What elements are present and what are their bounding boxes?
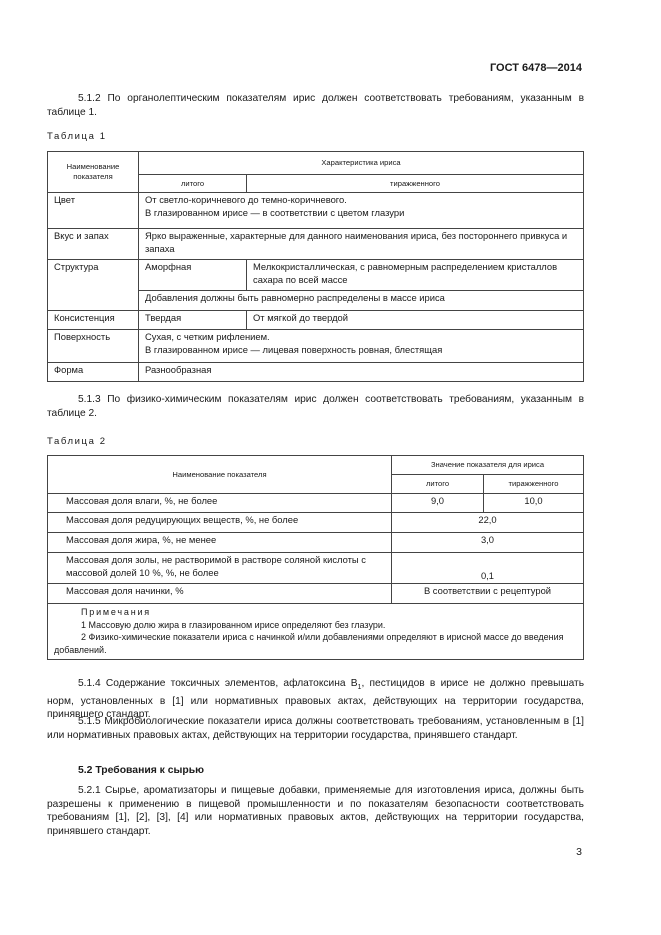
table1-row-label: Поверхность xyxy=(48,330,139,363)
paragraph-5-2-1: 5.2.1 Сырье, ароматизаторы и пищевые добавки, применяемые для изготовления ириса, должны быть разрешены к применению в пищевой промышленности и по показателям безопасности соответствовать требованиям [1], [2], [3], [4] или нормативных правовых актов, действующих на территории государства, принявшего стандарт. xyxy=(47,785,584,837)
paragraph-5-1-4-end: , пестицидов в ирисе не должно превышать норм, установленных в [1] или нормативных правовых актах, действующих на территории государства, принявшего стандарт. xyxy=(47,678,584,721)
table1-row-value: Ярко выраженные, характерные для данного наименования ириса, без постороннего привкуса и запаха xyxy=(139,229,584,260)
section-heading-5-2: 5.2 Требования к сырью xyxy=(78,765,205,776)
table2-header-cast: литого xyxy=(392,475,484,494)
table2-row-value: 22,0 xyxy=(392,513,584,533)
table1-caption-number: 1 xyxy=(99,131,105,142)
page-number: 3 xyxy=(576,846,582,858)
table1-caption xyxy=(47,131,105,142)
table2-row-label: Массовая доля жира, %, не менее xyxy=(48,533,392,553)
paragraph-5-1-4-subscript: 1 xyxy=(357,684,362,692)
paragraph-5-1-4-start: 5.1.4 Содержание токсичных элементов, афлатоксина B xyxy=(78,678,358,689)
table2-row-label: Массовая доля начинки, % xyxy=(48,584,392,604)
table2-row-value: 0,1 xyxy=(392,553,584,584)
table2-moisture-stretched: 10,0 xyxy=(484,494,584,513)
table1-row-label: Вкус и запах xyxy=(48,229,139,260)
table1-color-line1: От светло-коричневого до темно-коричневого. xyxy=(145,194,347,205)
table2-row-value: В соответствии с рецептурой xyxy=(392,584,584,604)
paragraph-5-1-5: 5.1.5 Микробиологические показатели ириса должны соответствовать требованиям, установленным в [1] или нормативных правовых актах, действующих на территории государства, принявшего стандарт. xyxy=(47,716,584,741)
table2-row-label: Массовая доля влаги, %, не более xyxy=(48,494,392,513)
table2-caption xyxy=(47,436,105,447)
table2-caption-word: Таблица xyxy=(47,436,96,447)
note-2: 2 Физико-химические показатели ириса с начинкой и/или добавлениями определяют в ирисной массе до введения добавлений. xyxy=(54,632,564,655)
table2-moisture-cast: 9,0 xyxy=(392,494,484,513)
table1-row-value xyxy=(139,330,584,363)
table1-header-stretched: тиражженного xyxy=(247,175,584,193)
table1-structure-stretched: Мелкокристаллическая, с равномерным распределением кристаллов сахара по всей массе xyxy=(247,260,584,291)
paragraph-5-1-2: 5.1.2 По органолептическим показателям ирис должен соответствовать требованиям, указанным в таблице 1. xyxy=(47,93,584,118)
table2-row-label: Массовая доля золы, не растворимой в растворе соляной кислоты с массовой долей 10 %, %, не более xyxy=(48,553,392,584)
table1-header-cast: литого xyxy=(139,175,247,193)
table1-color-line2: В глазированном ирисе — в соответствии с цветом глазури xyxy=(145,206,405,218)
table2-header-stretched: тиражженного xyxy=(484,475,584,494)
table-1-organoleptic xyxy=(47,151,584,382)
table2-header-name: Наименование показателя xyxy=(48,456,392,494)
table-2-physicochemical xyxy=(47,455,584,660)
table1-surface-line2: В глазированном ирисе — лицевая поверхность ровная, блестящая xyxy=(145,343,443,355)
table2-caption-number: 2 xyxy=(99,436,105,447)
table1-row-value xyxy=(139,193,584,229)
table1-row-label: Структура xyxy=(48,260,139,311)
table2-row-label: Массовая доля редуцирующих веществ, %, не более xyxy=(48,513,392,533)
table1-header-name: Наименование показателя xyxy=(48,152,139,193)
table1-row-label: Цвет xyxy=(48,193,139,229)
table1-consistency-cast: Твердая xyxy=(139,311,247,330)
note-1: 1 Массовую долю жира в глазированном ирисе определяют без глазури. xyxy=(81,619,386,630)
table1-consistency-stretched: От мягкой до твердой xyxy=(247,311,584,330)
paragraph-5-1-3: 5.1.3 По физико-химическим показателям ирис должен соответствовать требованиям, указанным в таблице 2. xyxy=(47,394,584,419)
table1-structure-common: Добавления должны быть равномерно распределены в массе ириса xyxy=(139,291,584,311)
table1-caption-word: Таблица xyxy=(47,131,96,142)
table1-row-label: Консистенция xyxy=(48,311,139,330)
table1-header-characteristic: Характеристика ириса xyxy=(139,152,584,175)
table2-header-value: Значение показателя для ириса xyxy=(392,456,584,475)
table1-row-value: Разнообразная xyxy=(139,363,584,382)
table1-row-label: Форма xyxy=(48,363,139,382)
notes-title: Примечания xyxy=(81,607,151,617)
table1-surface-line1: Сухая, с четким рифлением. xyxy=(145,331,270,342)
table1-structure-cast: Аморфная xyxy=(139,260,247,291)
document-code: ГОСТ 6478—2014 xyxy=(489,62,582,74)
table2-notes xyxy=(48,604,584,660)
table2-row-value: 3,0 xyxy=(392,533,584,553)
